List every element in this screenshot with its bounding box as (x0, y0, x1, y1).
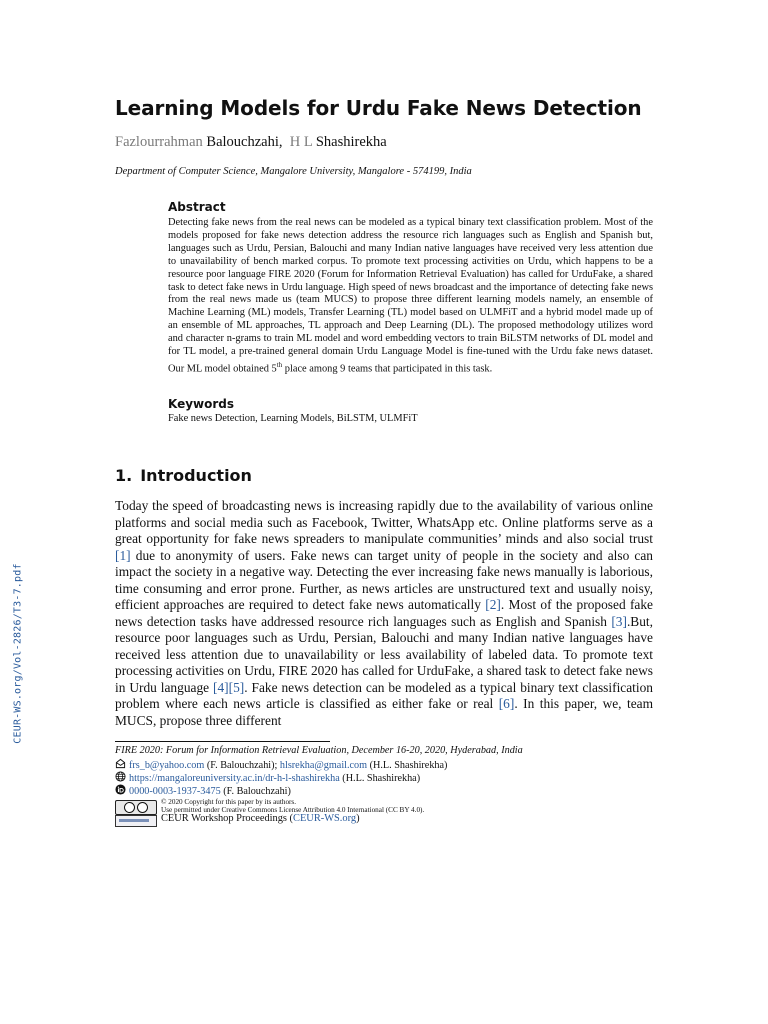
orcid-owner: (F. Balouchzahi) (220, 786, 291, 797)
footnote-emails (115, 758, 447, 771)
homepage-link[interactable]: https://mangaloreuniversity.ac.in/dr-h-l-shashirekha (129, 773, 340, 784)
email-owner: (H.L. Shashirekha) (367, 760, 448, 771)
citation-link[interactable]: [6] (498, 696, 515, 711)
proceedings-link[interactable]: CEUR-WS.org (293, 813, 357, 824)
citation-link[interactable]: [4] (213, 679, 229, 695)
footnote-venue: FIRE 2020: Forum for Information Retrieval Evaluation, December 16-20, 2020, Hyderabad, India (115, 745, 523, 756)
author-family-name: Balouchzahi (206, 134, 279, 150)
citation-link[interactable]: [5] (228, 679, 245, 695)
proceedings-suffix: ) (356, 813, 360, 824)
author-separator: , (278, 134, 283, 150)
copyright-notice: © 2020 Copyright for this paper by its authors. (161, 798, 297, 806)
abstract-section (168, 200, 653, 376)
author-given-name: H L (289, 134, 313, 150)
intro-text: . Fake news detection can be modeled as a typical binary text classification problem where each news article is classified as either fake or real (115, 679, 654, 711)
author-family-name: Shashirekha (315, 134, 387, 150)
abstract-tail: place among 9 teams that participated in this task. (282, 363, 493, 375)
cc-icon (124, 802, 135, 813)
author-given-name: Fazlourrahman (115, 134, 203, 150)
by-icon (137, 802, 148, 813)
keywords-section (168, 397, 653, 425)
email-link[interactable]: hlsrekha@gmail.com (279, 760, 368, 771)
intro-text: . Most of the proposed fake news detection tasks have addressed resource rich languages such as English and Spanish (115, 597, 653, 629)
citation-link[interactable]: [2] (485, 597, 501, 612)
citation-link[interactable]: [1] (115, 547, 131, 563)
footnote-rule (115, 741, 330, 742)
orcid-icon (115, 784, 126, 795)
license-notice: Use permitted under Creative Commons License Attribution 4.0 International (CC BY 4.0). (161, 806, 425, 814)
intro-text: Today the speed of broadcasting news is increasing rapidly due to the availability of various online platforms and social media such as Facebook, Twitter, WhatsApp etc. Online platforms serve as a great opportunity for fake news spreaders to manipulate communities’ minds and also social trust (115, 498, 653, 546)
keywords-text: Fake news Detection, Learning Models, BiLSTM, ULMFiT (168, 413, 418, 424)
envelope-icon (115, 758, 126, 769)
abstract-text (168, 217, 653, 376)
ordinal-suffix: th (276, 360, 283, 369)
abstract-heading: Abstract (168, 200, 226, 214)
intro-text: . In this paper, we, team MUCS, propose three different (115, 696, 654, 728)
proceedings-prefix: CEUR Workshop Proceedings ( (161, 813, 294, 824)
introduction-paragraph (115, 498, 653, 729)
author-1 (115, 134, 279, 150)
proceedings-line (161, 813, 360, 824)
ceur-logo (115, 815, 157, 827)
section-title: Introduction (140, 466, 252, 485)
section-number: 1. (115, 466, 133, 485)
citation-link[interactable]: [3] (611, 613, 627, 629)
email-link[interactable]: frs_b@yahoo.com (129, 760, 205, 771)
paper-title: Learning Models for Urdu Fake News Detection (115, 96, 642, 120)
cc-by-license-icon (115, 800, 157, 815)
ceur-identifier[interactable]: CEUR-WS.org/Vol-2826/T3-7.pdf (12, 563, 24, 744)
section-heading-introduction (115, 466, 252, 485)
globe-icon (115, 771, 126, 782)
email-owner: (F. Balouchzahi); (204, 760, 280, 771)
footnote-homepage (115, 771, 420, 784)
author-list (115, 134, 387, 151)
orcid-link[interactable]: 0000-0003-1937-3475 (129, 786, 221, 797)
homepage-owner: (H.L. Shashirekha) (339, 773, 421, 784)
footnote-orcid (115, 784, 291, 797)
intro-text: due to anonymity of users. Fake news can target unity of people in the society and also can impact the society in a negative way. Detecting the ever increasing fake news manually is laborious, time consuming and error prone. Further, as news articles are unstructured text and usually noisy, efficient approaches are required to detect fake news automatically (115, 547, 653, 612)
affiliation: Department of Computer Science, Mangalore University, Mangalore - 574199, India (115, 166, 472, 177)
abstract-body: Detecting fake news from the real news can be modeled as a typical binary text classification problem. Most of the models proposed for fake news detection address the resource rich languages such as English and Spanish but, languages such as Urdu, Persian, Balouchi and many Indian native languages have received very less attention due to unavailability of bench marked corpus. To promote text processing activities on Urdu, which happens to be a resource poor language FIRE 2020 (Forum for Information Retrieval Evaluation) has called for UrduFake, a shared task to detect fake news in Urdu language. High speed of news broadcast and the importance of detecting fake news from the real news made us (team MUCS) to propose three different learning models namely, an ensemble of Machine Learning (ML) models, Transfer Learning (TL) model based on ULMFiT and a hybrid model made up of an ensemble of ML approaches, TL approach and Deep Learning (DL). The proposed methodology utilizes word and character n-grams to train ML model and word embedding vectors to train BiLSTM networks of DL model and for TL model, a pre-trained general domain Urdu Language Model is fine-tuned with the Urdu fake news dataset. Our ML model obtained 5 (168, 217, 653, 375)
keywords-heading: Keywords (168, 397, 235, 411)
author-2 (290, 134, 387, 150)
intro-text: .But, resource poor languages such as Urdu, Persian, Balouchi and many Indian native languages have received less attention due to unavailability or less availability of labeled data. To promote text processing activities on Urdu, FIRE 2020 has called for UrduFake, a shared task to detect fake news in Urdu language (115, 613, 653, 695)
